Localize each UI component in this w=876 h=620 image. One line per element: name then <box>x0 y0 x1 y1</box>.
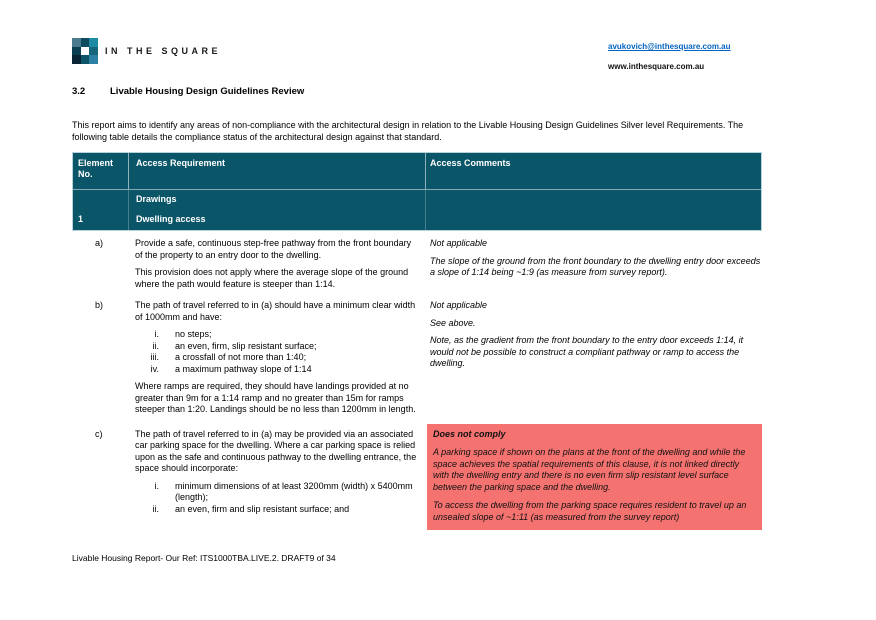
comments-cell <box>427 238 762 279</box>
list-text: a maximum pathway slope of 1:14 <box>175 363 312 374</box>
logo-square <box>89 38 98 47</box>
list-text: an even, firm and slip resistant surface; and <box>175 503 350 514</box>
alert-status: Does not comply <box>433 428 506 439</box>
list-marker: iii. <box>150 352 159 362</box>
logo-square <box>72 55 81 64</box>
list-text: minimum dimensions of at least 3200mm (width) x 5400mm (length); <box>175 480 413 502</box>
compliance-table <box>72 152 762 530</box>
group-rows <box>73 189 761 230</box>
alert-paragraph: A parking space if shown on the plans at the front of the dwelling and while the space achieves the spatial requirements of this clause, it is not linked directly with the dwelling entry and there is no even firm slip resistant level surface between the parking space and the dwelling. <box>433 447 746 492</box>
comments-cell <box>427 300 762 370</box>
row-label: a) <box>95 238 104 248</box>
table-row-b <box>72 300 762 416</box>
section-heading <box>72 86 304 97</box>
brand-name: IN THE SQUARE <box>105 46 222 56</box>
list-item <box>135 352 419 364</box>
list-text: an even, firm, slip resistant surface; <box>175 340 317 351</box>
comment-paragraph: See above. <box>430 317 476 328</box>
logo-square <box>89 47 98 56</box>
requirement-cell <box>135 300 427 416</box>
list-text: a crossfall of not more than 1:40; <box>175 352 307 362</box>
row-label: c) <box>95 428 103 439</box>
group-row-label: Drawings <box>129 190 426 210</box>
list-text: no steps; <box>175 329 212 339</box>
brand-logo <box>72 38 98 64</box>
logo-square <box>89 55 98 64</box>
column-header-element-no: Element No. <box>73 153 129 189</box>
website-text: www.inthesquare.com.au <box>608 62 705 71</box>
comment-status: Not applicable <box>430 300 488 310</box>
table-header-block <box>72 152 762 231</box>
group-row-drawings <box>73 190 761 210</box>
list-item <box>135 364 419 376</box>
logo-square <box>81 38 90 47</box>
group-row-label: Dwelling access <box>129 210 426 230</box>
list-marker: i. <box>154 480 159 491</box>
list-item <box>135 504 419 516</box>
list-marker: i. <box>154 329 159 339</box>
requirement-paragraph: Where ramps are required, they should have landings provided at no greater than 9m for a 1:14 ramp and no greater than 15m for ramps steeper than 1:20. Landings should be no less than 1200mm in length. <box>135 381 416 414</box>
contact-block <box>608 42 808 72</box>
roman-list <box>135 329 419 375</box>
logo-square <box>72 47 81 56</box>
section-number: 3.2 <box>72 86 86 97</box>
requirement-paragraph: The path of travel referred to in (a) should have a minimum clear width of 1000mm and have: <box>135 300 416 322</box>
alert-paragraph: To access the dwelling from the parking space requires resident to travel up an unsealed slope of ~1:11 (as measured from the survey report) <box>433 500 747 522</box>
footer-reference: Livable Housing Report- Our Ref: ITS1000TBA.LIVE.2. DRAFT9 of 34 <box>72 553 336 563</box>
column-header-access-comments: Access Comments <box>430 158 511 168</box>
list-marker: ii. <box>152 340 159 351</box>
group-row-dwelling-access <box>73 210 761 230</box>
group-row-no: 1 <box>73 210 129 230</box>
logo-square <box>81 47 90 56</box>
group-row-no <box>73 190 129 210</box>
list-marker: ii. <box>152 503 159 514</box>
requirement-cell <box>135 238 427 290</box>
list-item <box>135 341 419 353</box>
logo-square <box>72 38 81 47</box>
intro-paragraph: This report aims to identify any areas of non-compliance with the architectural design in relation to the Livable Housing Design Guidelines Silver level Requirements. The following table details the compliance status of the architectural design against that standard. <box>72 120 744 142</box>
logo-square <box>81 55 90 64</box>
list-marker: iv. <box>150 363 159 374</box>
comment-paragraph: Note, as the gradient from the front boundary to the entry door exceeds 1:14, it would not be possible to construct a compliant pathway or ramp to access the dwelling. <box>430 335 744 368</box>
list-item <box>135 329 419 341</box>
comment-paragraph: The slope of the ground from the front boundary to the dwelling entry door exceeds a slope of 1:14 being ~1:9 (as measure from survey report). <box>430 255 761 277</box>
row-label: b) <box>95 300 104 310</box>
table-header-row <box>73 153 761 189</box>
section-title: Livable Housing Design Guidelines Review <box>110 86 305 97</box>
requirement-paragraph: The path of travel referred to in (a) may be provided via an associated car parking space for the dwelling. Where a car parking space is relied upon as the safe and continuous pathway to the dwelling entrance, the space should incorporate: <box>135 428 417 473</box>
comments-cell <box>427 424 762 531</box>
requirement-paragraph: This provision does not apply where the average slope of the ground where the path would feature is steeper than 1:14. <box>135 267 409 289</box>
list-item <box>135 481 419 504</box>
column-header-access-requirement: Access Requirement <box>129 153 426 189</box>
comment-status: Not applicable <box>430 238 488 248</box>
table-row-a <box>72 238 762 290</box>
requirement-paragraph: Provide a safe, continuous step-free pathway from the front boundary of the property to an entry door to the dwelling. <box>135 238 412 260</box>
roman-list <box>135 481 419 516</box>
table-row-c <box>72 424 762 531</box>
email-link[interactable]: avukovich@inthesquare.com.au <box>608 42 731 51</box>
requirement-cell <box>135 424 427 522</box>
non-compliance-alert <box>427 424 762 531</box>
